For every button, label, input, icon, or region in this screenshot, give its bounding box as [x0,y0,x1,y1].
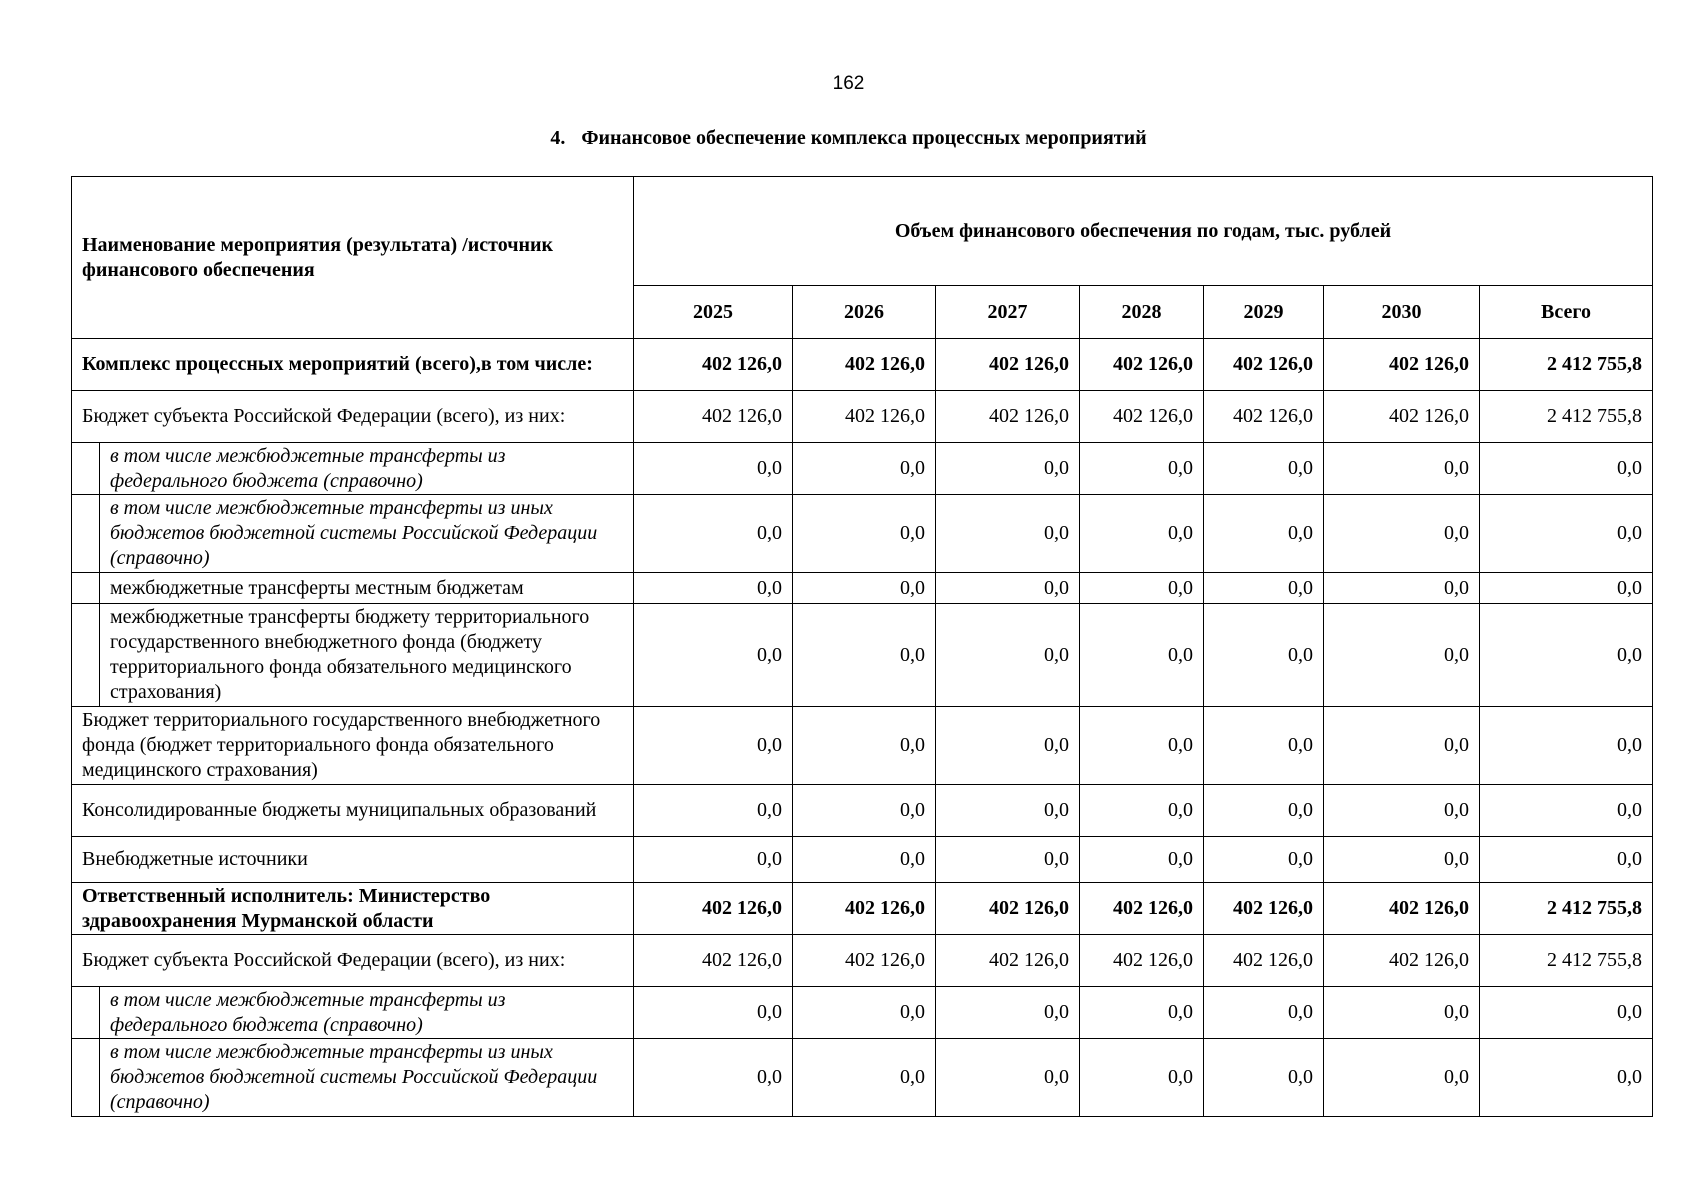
row-value-2025: 0,0 [634,707,793,785]
row-value-2025: 402 126,0 [634,339,793,391]
row-value-2026: 0,0 [793,987,936,1039]
row-label: Ответственный исполнитель: Министерство здравоохранения Мурманской области [72,883,634,935]
row-value-2030: 0,0 [1324,785,1480,837]
row-value-2026: 0,0 [793,495,936,573]
row-total-value: 0,0 [1480,785,1653,837]
header-year-2027: 2027 [936,286,1080,339]
row-value-2030: 0,0 [1324,1039,1480,1117]
row-value-2028: 402 126,0 [1080,935,1204,987]
section-title [0,127,1697,150]
row-value-2029: 0,0 [1204,443,1324,495]
row-value-2026: 0,0 [793,1039,936,1117]
row-value-2030: 0,0 [1324,837,1480,883]
row-value-2030: 402 126,0 [1324,935,1480,987]
row-value-2026: 0,0 [793,785,936,837]
row-value-2026: 402 126,0 [793,883,936,935]
row-label: Бюджет субъекта Российской Федерации (всего), из них: [72,935,634,987]
row-label: в том числе межбюджетные трансферты из иных бюджетов бюджетной системы Российской Федерации (справочно) [100,1039,634,1117]
table-row [72,1039,1653,1117]
row-total-value: 0,0 [1480,604,1653,707]
table-row [72,883,1653,935]
row-value-2026: 402 126,0 [793,339,936,391]
row-value-2028: 402 126,0 [1080,339,1204,391]
row-value-2029: 0,0 [1204,707,1324,785]
row-value-2025: 402 126,0 [634,935,793,987]
row-indent [72,1039,100,1117]
table-row [72,573,1653,604]
row-indent [72,987,100,1039]
row-total-value: 0,0 [1480,707,1653,785]
row-value-2028: 0,0 [1080,1039,1204,1117]
row-value-2027: 0,0 [936,837,1080,883]
row-value-2025: 402 126,0 [634,883,793,935]
row-indent [72,604,100,707]
row-value-2028: 402 126,0 [1080,883,1204,935]
row-value-2027: 0,0 [936,495,1080,573]
table-row [72,785,1653,837]
row-value-2027: 402 126,0 [936,935,1080,987]
row-label: в том числе межбюджетные трансферты из федерального бюджета (справочно) [100,443,634,495]
table-row [72,935,1653,987]
row-value-2027: 0,0 [936,604,1080,707]
row-value-2030: 402 126,0 [1324,883,1480,935]
table-row [72,495,1653,573]
table-row [72,443,1653,495]
row-value-2026: 0,0 [793,837,936,883]
row-value-2030: 0,0 [1324,495,1480,573]
financing-table [71,176,1653,1117]
header-year-2025: 2025 [634,286,793,339]
row-value-2027: 0,0 [936,443,1080,495]
row-value-2029: 402 126,0 [1204,339,1324,391]
row-value-2029: 0,0 [1204,573,1324,604]
table-row [72,707,1653,785]
table-row [72,837,1653,883]
header-total: Всего [1480,286,1653,339]
row-label: в том числе межбюджетные трансферты из иных бюджетов бюджетной системы Российской Федерации (справочно) [100,495,634,573]
section-number: 4. [550,127,566,149]
row-value-2030: 0,0 [1324,707,1480,785]
row-value-2028: 0,0 [1080,987,1204,1039]
row-value-2026: 0,0 [793,707,936,785]
header-volume-column: Объем финансового обеспечения по годам, тыс. рублей [634,177,1653,286]
row-value-2025: 0,0 [634,987,793,1039]
row-total-value: 0,0 [1480,573,1653,604]
row-value-2027: 0,0 [936,785,1080,837]
table-row [72,391,1653,443]
row-value-2027: 0,0 [936,707,1080,785]
row-value-2027: 402 126,0 [936,883,1080,935]
row-value-2025: 0,0 [634,573,793,604]
row-total-value: 0,0 [1480,837,1653,883]
row-value-2025: 0,0 [634,1039,793,1117]
row-value-2027: 402 126,0 [936,391,1080,443]
row-value-2029: 402 126,0 [1204,935,1324,987]
row-value-2029: 0,0 [1204,495,1324,573]
row-value-2028: 0,0 [1080,573,1204,604]
row-total-value: 0,0 [1480,987,1653,1039]
row-value-2030: 0,0 [1324,987,1480,1039]
row-label: Комплекс процессных мероприятий (всего),в том числе: [72,339,634,391]
header-year-2028: 2028 [1080,286,1204,339]
row-label: межбюджетные трансферты бюджету территориального государственного внебюджетного фонда (бюджету территориального фонда обязательного медицинского страхования) [100,604,634,707]
section-title-text: Финансовое обеспечение комплекса процессных мероприятий [581,127,1147,149]
header-year-2029: 2029 [1204,286,1324,339]
row-label: Бюджет территориального государственного внебюджетного фонда (бюджет территориального фонда обязательного медицинского страхования) [72,707,634,785]
row-value-2025: 0,0 [634,837,793,883]
header-year-2026: 2026 [793,286,936,339]
row-value-2028: 0,0 [1080,604,1204,707]
row-indent [72,495,100,573]
row-value-2027: 402 126,0 [936,339,1080,391]
row-total-value: 0,0 [1480,443,1653,495]
row-value-2029: 402 126,0 [1204,391,1324,443]
row-value-2026: 0,0 [793,443,936,495]
table-row [72,604,1653,707]
row-label: в том числе межбюджетные трансферты из федерального бюджета (справочно) [100,987,634,1039]
row-value-2029: 0,0 [1204,1039,1324,1117]
row-label: Консолидированные бюджеты муниципальных образований [72,785,634,837]
table-body [72,339,1653,1117]
row-total-value: 2 412 755,8 [1480,339,1653,391]
row-value-2029: 0,0 [1204,837,1324,883]
row-total-value: 2 412 755,8 [1480,391,1653,443]
row-value-2030: 0,0 [1324,573,1480,604]
row-total-value: 0,0 [1480,1039,1653,1117]
row-label: межбюджетные трансферты местным бюджетам [100,573,634,604]
row-total-value: 2 412 755,8 [1480,935,1653,987]
row-value-2025: 0,0 [634,443,793,495]
row-value-2030: 402 126,0 [1324,339,1480,391]
row-value-2029: 0,0 [1204,785,1324,837]
row-indent [72,573,100,604]
row-value-2027: 0,0 [936,1039,1080,1117]
row-value-2030: 0,0 [1324,604,1480,707]
row-value-2028: 402 126,0 [1080,391,1204,443]
row-value-2027: 0,0 [936,987,1080,1039]
row-value-2028: 0,0 [1080,443,1204,495]
row-value-2029: 0,0 [1204,604,1324,707]
header-year-2030: 2030 [1324,286,1480,339]
row-total-value: 0,0 [1480,495,1653,573]
table-row [72,987,1653,1039]
row-value-2025: 0,0 [634,604,793,707]
row-value-2025: 402 126,0 [634,391,793,443]
row-value-2026: 0,0 [793,573,936,604]
row-label: Внебюджетные источники [72,837,634,883]
row-value-2027: 0,0 [936,573,1080,604]
row-value-2030: 0,0 [1324,443,1480,495]
row-value-2026: 0,0 [793,604,936,707]
header-name-column: Наименование мероприятия (результата) /источник финансового обеспечения [72,177,634,339]
row-value-2025: 0,0 [634,785,793,837]
row-value-2028: 0,0 [1080,837,1204,883]
row-value-2029: 0,0 [1204,987,1324,1039]
row-value-2030: 402 126,0 [1324,391,1480,443]
row-total-value: 2 412 755,8 [1480,883,1653,935]
row-value-2026: 402 126,0 [793,391,936,443]
row-indent [72,443,100,495]
row-value-2028: 0,0 [1080,785,1204,837]
row-value-2028: 0,0 [1080,707,1204,785]
row-label: Бюджет субъекта Российской Федерации (всего), из них: [72,391,634,443]
row-value-2029: 402 126,0 [1204,883,1324,935]
row-value-2025: 0,0 [634,495,793,573]
row-value-2026: 402 126,0 [793,935,936,987]
page-number: 162 [832,73,865,94]
table-row [72,339,1653,391]
row-value-2028: 0,0 [1080,495,1204,573]
